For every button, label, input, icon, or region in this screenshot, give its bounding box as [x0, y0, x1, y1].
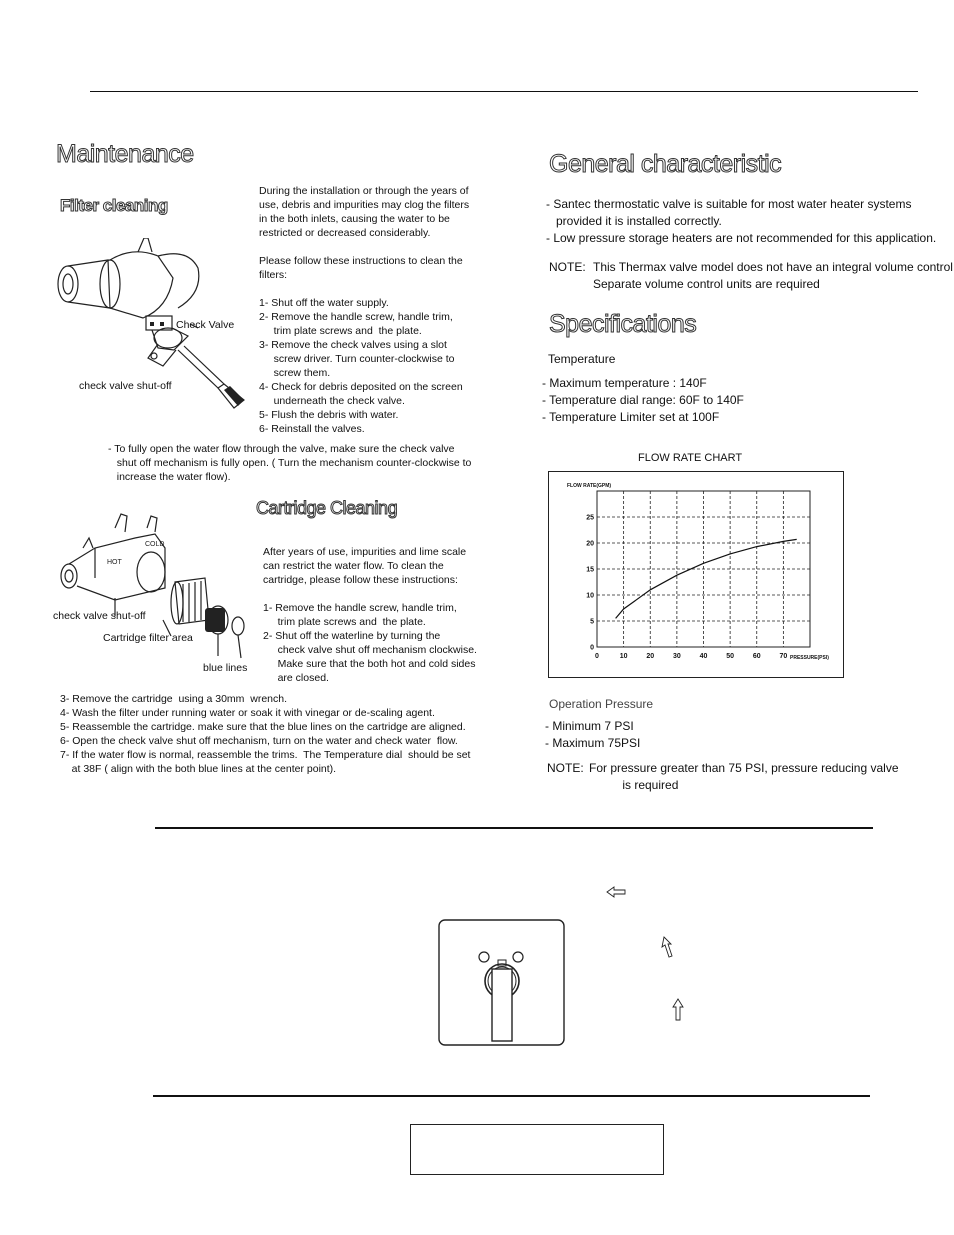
operation-pressure-text: - Minimum 7 PSI - Maximum 75PSI: [545, 719, 641, 750]
arrow-up-icon: [671, 998, 685, 1022]
top-rule: [90, 91, 918, 92]
x-tick-label: 20: [646, 653, 655, 660]
filter-cleaning-title: Filter cleaning: [60, 196, 168, 215]
x-tick-label: 50: [726, 653, 735, 660]
y-tick-label: 10: [586, 592, 594, 600]
filter-steps: 1- Shut off the water supply. 2- Remove the handle screw, handle trim, trim plate screws and the plate. 3- Remove the check valves using a slot screw driver. Turn counter-clockwise to screw them. 4- Check for debris deposited on the screen underneath the check valve. 5- Flush the debris with water. 6- Reinstall the valves.: [259, 297, 463, 435]
filter-intro: During the installation or through the years of use, debris and impurities may clog the filters in the both inlets, causing the water to be restricted or decreased considerably.: [259, 185, 470, 239]
svg-text:HOT: HOT: [107, 559, 122, 566]
pressure-note-label: NOTE:: [547, 761, 584, 775]
check-valve-shutoff-label-2: check valve shut-off: [53, 610, 146, 622]
x-tick-label: 10: [619, 653, 628, 660]
y-tick-label: 15: [586, 566, 594, 574]
lower-rule: [153, 1095, 870, 1097]
filter-follow: Please follow these instructions to clean the filters:: [259, 255, 463, 281]
x-tick-label: 0: [595, 653, 599, 660]
valve-trim-plate-illustration: [438, 919, 568, 1049]
y-tick-label: 5: [590, 618, 594, 626]
general-note-label: NOTE:: [549, 260, 586, 274]
chart-title: FLOW RATE CHART: [638, 452, 743, 464]
y-tick-label: 25: [586, 514, 594, 522]
general-characteristic-title: General characteristic: [549, 150, 782, 178]
cartridge-steps: 1- Remove the handle screw, handle trim, trim plate screws and the plate. 2- Shut off the waterline by turning the check valve shut off mechanism clockwise. Make sure that the both hot and cold sides are closed.: [263, 602, 477, 684]
x-tick-label: 40: [699, 653, 708, 660]
filter-valve-illustration: [48, 238, 258, 428]
operation-pressure-heading: Operation Pressure: [549, 697, 654, 711]
check-valve-label: Check Valve: [176, 319, 235, 331]
specifications-title: Specifications: [549, 310, 697, 338]
middle-rule: [155, 827, 873, 829]
cartridge-intro: After years of use, impurities and lime scale can restrict the water flow. To clean the cartridge, please follow these instructions:: [263, 546, 467, 586]
x-tick-label: 60: [752, 653, 761, 660]
temperature-heading: Temperature: [548, 352, 616, 366]
arrow-left-icon: [605, 886, 627, 898]
svg-text:COLD: COLD: [145, 541, 165, 548]
y-axis-label: FLOW RATE(GPM): [567, 483, 612, 489]
flow-rate-chart: [548, 471, 844, 678]
check-valve-shutoff-label-1: check valve shut-off: [79, 380, 172, 392]
x-axis-label: PRESSURE(PSI): [790, 655, 829, 661]
cartridge-cleaning-title: Cartridge Cleaning: [256, 498, 398, 518]
maintenance-title: Maintenance: [56, 140, 194, 168]
y-tick-label: 20: [586, 540, 594, 548]
pressure-note-text: For pressure greater than 75 PSI, pressure reducing valve is required: [589, 761, 899, 792]
general-note-text: This Thermax valve model does not have an integral volume control Separate volume control units are required: [593, 260, 953, 291]
y-tick-label: 0: [590, 644, 594, 652]
cartridge-filter-area-label: Cartridge filter area: [103, 632, 193, 644]
flow-rate-curve: [616, 539, 797, 618]
x-tick-label: 30: [672, 653, 681, 660]
temperature-text: - Maximum temperature : 140F - Temperature dial range: 60F to 140F - Temperature Limiter set at 100F: [542, 376, 744, 424]
footer-box: [410, 1124, 664, 1175]
blue-lines-label: blue lines: [203, 662, 248, 674]
filter-note: - To fully open the water flow through the valve, make sure the check valve shut off mechanism is fully open. ( Turn the mechanism counter-clockwise to increase the water flow).: [108, 443, 472, 483]
general-text: - Santec thermostatic valve is suitable for most water heater systems provided it is installed correctly. - Low pressure storage heaters are not recommended for this application.: [546, 197, 937, 245]
arrow-up-left-icon: [660, 936, 676, 958]
cartridge-more-steps: 3- Remove the cartridge using a 30mm wrench. 4- Wash the filter under running water or soak it with vinegar or de-scaling agent. 5- Reassemble the cartridge. make sure that the blue lines on the cartridge are aligned. 6- Open the check valve shut off mechanism, turn on the water and check water flow. 7- If the water flow is normal, reassemble the trims. The Temperature dial should be set at 38F ( align with the both blue lines at the center point).: [60, 693, 471, 775]
x-tick-label: 70: [779, 653, 788, 660]
